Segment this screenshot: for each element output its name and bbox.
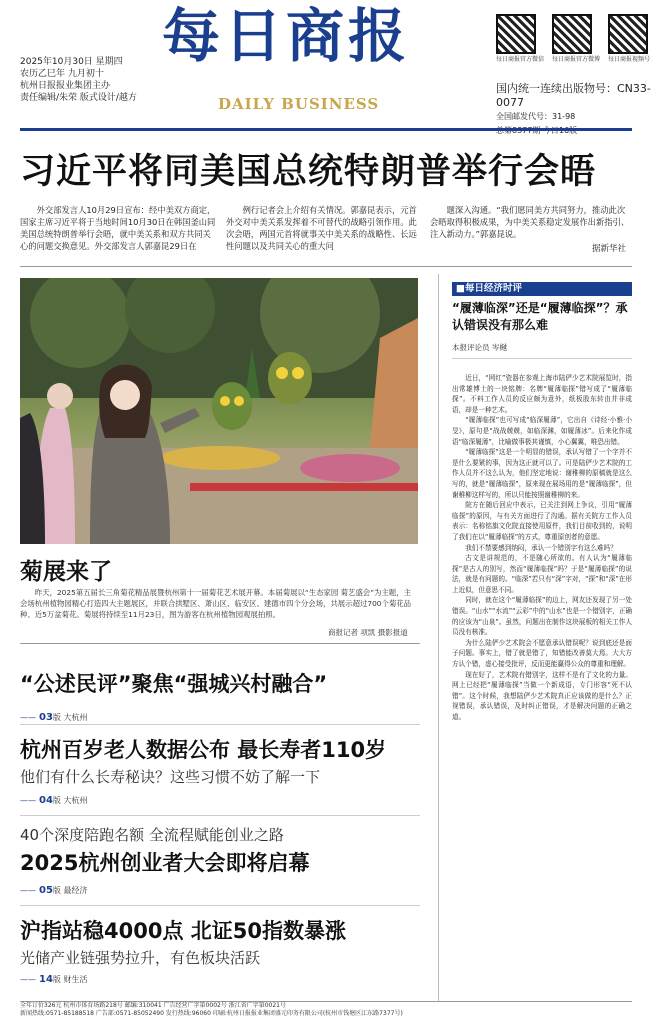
teaser-subtitle: 光储产业链强势拉升，有色板块活跃 <box>20 949 261 967</box>
photo-credit: 商报记者 项凯 摄影报道 <box>328 628 408 637</box>
teaser-2[interactable] <box>20 734 386 806</box>
teaser-divider <box>20 905 420 906</box>
postal-code: 全国邮发代号：31-98 <box>496 112 576 121</box>
commentary-paragraph: 同时，就在这个“履薄临探”的边上，网友还发现了另一处错误。“山水”“水流”“云彩”中的“山水”也是一个错别字，正确的应该为“山泉”。虽然，问题出在制作这块展板的相关工作人员没有核准。 <box>452 596 632 637</box>
issue-date: 2025年10月30日 星期四 <box>20 57 123 67</box>
editors: 责任编辑/朱荣 版式设计/越方 <box>20 93 137 103</box>
newspaper-logo: 每日商报 <box>162 2 411 70</box>
footer-line: 全年订价326元 杭州市体育场路218号 邮编:310041 广告经营广字第0002号 浙江省广字第0021号 <box>20 1002 286 1009</box>
teaser-title: “公述民评”聚焦“强城兴村融合” <box>20 672 328 696</box>
teaser-divider <box>20 724 420 725</box>
teaser-page-ref: —— 14版 财生活 <box>20 974 88 985</box>
qr-code-icon <box>608 14 648 54</box>
qr-video[interactable] <box>608 14 650 63</box>
qr-code-icon <box>552 14 592 54</box>
teaser-subtitle: 他们有什么长寿秘诀？这些习惯不妨了解一下 <box>20 768 321 786</box>
newspaper-logo-english: DAILY BUSINESS <box>218 95 380 113</box>
commentary-paragraph: “履薄临探”这是一个明显的错误，承认写错了一个字并不是什么要紧的事，因为这正就可以了。可是陆俨少艺术院的工作人员并不这么认为，他们坚定地说：谢稚柳的原稿就是这么写的，就是“履薄临探”，原来现在展场用的是“履薄临探”，但谢稚柳这样写的，所以只能按照谢稚柳的来。 <box>452 448 632 499</box>
qr-code-icon <box>496 14 536 54</box>
qr-weibo[interactable] <box>552 14 600 63</box>
teaser-title: 2025杭州创业者大会即将启幕 <box>20 851 310 875</box>
commentary-paragraph: 我们不禁要感到纳闷，承认一个错别字有这么难吗？ <box>465 543 617 552</box>
teaser-divider <box>20 815 420 816</box>
lead-column-3: 题深入沟通。“我们愿同美方共同努力，推动此次会晤取得积极成果，为中美关系稳定发展作出新指引、注入新动力。”郭嘉昆说。 <box>430 205 630 239</box>
lead-column-2: 例行记者会上介绍有关情况。郭嘉昆表示，元首外交对中美关系发挥着不可替代的战略引领作用。此次会晤，两国元首将就事关中美关系的战略性、长远性问题以及共同关心的重大问 <box>226 205 417 251</box>
footer-line: 新闻热线:0571-85188518 广告部:0571-85052490 发行热线:96060 印刷:杭州日报报业集团盛元印务有限公司(杭州市钱塘区江东路7377号) <box>20 1010 403 1017</box>
teaser-4[interactable] <box>20 915 346 985</box>
teaser-title: 杭州百岁老人数据公布 最长寿者110岁 <box>20 738 387 762</box>
footer <box>20 1001 632 1018</box>
lead-signature: 据新华社 <box>592 244 627 254</box>
commentary-title[interactable]: “履薄临深”还是“履薄临探”？承认错误没有那么难 <box>452 301 628 332</box>
photo-title[interactable]: 菊展来了 <box>20 559 112 585</box>
teaser-page-ref: —— 05版 最经济 <box>20 885 88 896</box>
section-divider <box>20 266 632 267</box>
qr-codes <box>496 14 650 63</box>
lead-column-1: 外交部发言人10月29日宣布：经中美双方商定，国家主席习近平将于当地时间10月30日在韩国釜山同美国总统特朗普举行会晤，就中美关系和双方共同关心的问题交换意见。外交部发言人郭嘉昆29日在 <box>20 205 216 251</box>
commentary-paragraph: 现在好了，艺术院有错别字，这样不是有了文化的力量。网上已经把“履薄临探”当做一个新成语，专门形容“死不认错”。这个时候，我想陆俨少艺术院真正应该做的是什么？正视错误，承认错误，及时纠正错误，才是解决问题的正确之道。 <box>452 670 632 721</box>
qr-caption: 每日商报视频号 <box>608 56 651 63</box>
commentary-paragraph: “履薄临探”也可写成“临深履薄”，它出自《诗经·小雅·小旻》，原句是“战战兢兢，如临深渊，如履薄冰”。后来化作成语“临深履薄”，比喻做事极其谨慎，小心翼翼，唯恐出错。 <box>452 416 632 446</box>
column-divider <box>438 274 439 1002</box>
lead-headline[interactable]: 习近平将同美国总统特朗普举行会晤 <box>20 152 597 192</box>
commentary-divider <box>452 358 632 359</box>
commentary-paragraph: 为什么陆俨少艺术院会不愿意承认错误呢？说到底还是面子问题。事实上，错了就是错了，知错能改善莫大焉。大大方方认个错，虚心接受批评，反而更能赢得公众的尊重和理解。 <box>452 638 632 669</box>
teaser-kicker: 40个深度陪跑名额 全流程赋能创业之路 <box>20 826 284 844</box>
commentary-author: 本报评论员 岑樾 <box>452 343 507 352</box>
qr-caption: 每日商报官方微信 <box>496 56 545 63</box>
chrysanthemum-photo[interactable] <box>20 278 418 544</box>
photo-illustration <box>20 278 418 544</box>
commentary-paragraph: 近日，“网红”瓷器在参观上海市陆俨少艺术院展览时，指出常雄博士的一块铭牌：名牌“履薄临探”错写成了“履薄临探”。不料工作人员的反应颇为意外，纸板股东转由并非成语，却是一种艺术。 <box>452 374 632 414</box>
teaser-1[interactable] <box>20 668 327 723</box>
teaser-title: 沪指站稳4000点 北证50指数暴涨 <box>20 919 346 943</box>
section-divider <box>20 643 420 644</box>
masthead-divider <box>20 128 632 131</box>
lunar-date: 农历乙巳年 九月初十 <box>20 69 104 79</box>
masthead-info <box>20 56 137 104</box>
teaser-page-ref: —— 04版 大杭州 <box>20 795 88 806</box>
commentary-section-label: ■每日经济时评 <box>452 282 632 296</box>
commentary-body <box>452 373 632 723</box>
photo-caption: 昨天，2025第五届长三角菊花精品展暨杭州第十一届菊花艺术展开幕。本届菊展以“生态家园 菊艺盛会”为主题，主会场杭州植物园精心打造四大主题展区，并联合拱墅区、萧山区、临安区、建德市四个分会场，共展示超过700个菊花品种、近5万盆菊花。菊展将持续至11月23日，图为游客在杭州植物园观展拍照。 <box>20 588 412 619</box>
commentary-paragraph: 古文是讲规范的，不是随心所欲的。有人认为“履薄临探”是古人的别写，然而“履薄临探”吗？于是“履薄临探”的说法，就是有问题的。“临深”若只有“深”字对，“探”和“深”在形上近似，但意思不同。 <box>452 554 632 594</box>
qr-wechat[interactable] <box>496 14 544 63</box>
commentary-paragraph: 院方在随后回应中表示，已关注到网上争议，引用“履薄临探”的原因，与有关方面进行了沟通。据有关院方工作人员表示：名称铭旗文化院直接使用原件，我们目前收到的，说明了我们在以“履薄临探”的方式，尊重原创者的意愿。 <box>452 501 632 541</box>
sponsor: 杭州日报报业集团主办 <box>20 81 111 91</box>
teaser-page-ref: —— 03版 大杭州 <box>20 712 88 723</box>
teaser-3[interactable] <box>20 824 309 896</box>
issue-number <box>496 124 652 138</box>
cn-number: 国内统一连续出版物号：CN33-0077 <box>496 82 651 109</box>
qr-caption: 每日商报官方微博 <box>552 56 601 63</box>
